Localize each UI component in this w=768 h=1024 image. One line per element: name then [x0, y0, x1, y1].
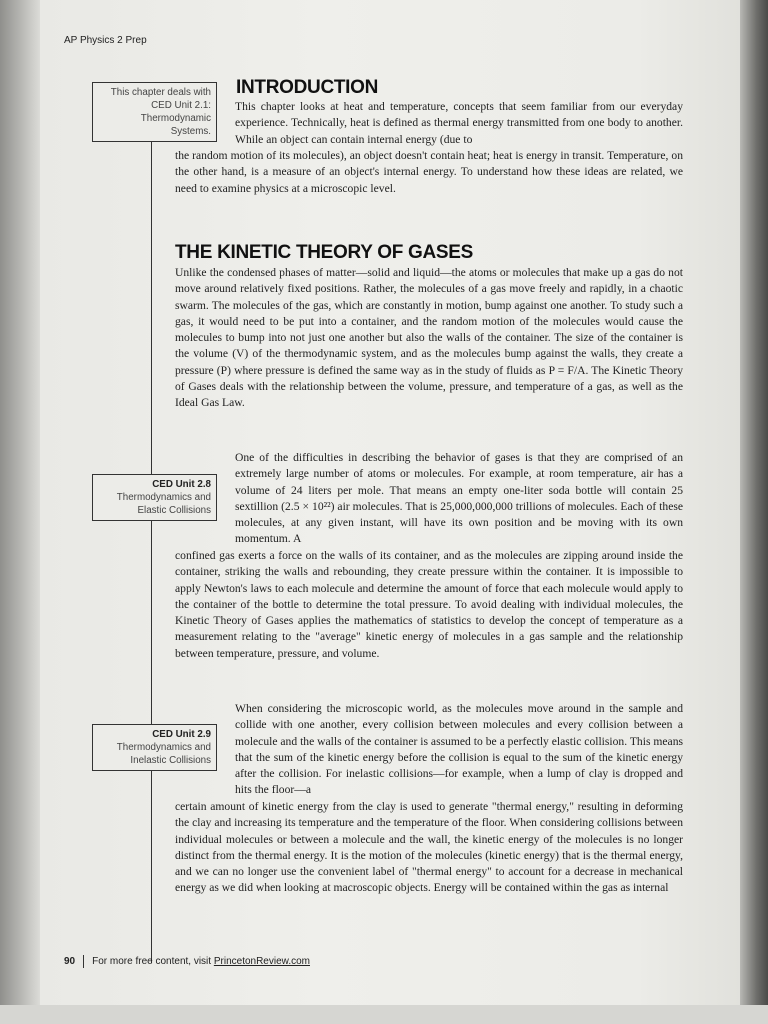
book-spine-shadow: [0, 0, 40, 1024]
section-heading-kinetic-theory: THE KINETIC THEORY OF GASES: [175, 242, 474, 263]
sidebar-line: Thermodynamics and: [116, 742, 211, 753]
sidebar-line: Thermodynamics and: [116, 492, 211, 503]
section-heading-introduction: INTRODUCTION: [236, 77, 379, 98]
sidebar-line: This chapter deals with: [110, 87, 211, 98]
intro-paragraph-indented: This chapter looks at heat and temperature, concepts that seem familiar from our everyday experience. Technically, heat is defined as thermal energy transmitted from one body to another. While an object can contain internal energy (due to: [235, 100, 683, 146]
running-head: AP Physics 2 Prep: [64, 35, 147, 46]
footer-link[interactable]: PrincetonReview.com: [213, 956, 310, 968]
sidebar-line: CED Unit 2.1:: [151, 100, 211, 111]
sidebar-note-unit-2-8: [92, 474, 217, 521]
sidebar-note-unit-2-9: [92, 724, 217, 771]
sidebar-timeline-line: [151, 98, 152, 963]
kinetic-paragraph-1: Unlike the condensed phases of matter—solid and liquid—the atoms or molecules that make up a gas do not move around relatively fixed positions. Rather, the molecules of a gas move freely and rapidly, in a chaotic swarm. The molecules of the gas, which are constantly in motion, bump against one another. To study such a gas, it would need to be put into a container, and the random motion of the molecules would cause the molecules to bump into not just one another but also the walls of the container. The size of the container is the volume (V) of the thermodynamic system, and as the molecules bump against the walls, they create a pressure (P) where pressure is defined the same way as in the study of fluids as P = F/A. The Kinetic Theory of Gases deals with the relationship between the volume, pressure, and temperature of a gas, as well as the Ideal Gas Law.: [175, 266, 683, 410]
page-bottom-margin: [0, 1005, 768, 1024]
page-edge-shadow: [740, 0, 768, 1024]
sidebar-line: Elastic Collisions: [137, 505, 211, 516]
kinetic-paragraph-3-indented: When considering the microscopic world, as the molecules move around in the sample and collide with one another, every collision between molecules and every collision between a molecule and the walls of the container is assumed to be a perfectly elastic collision. This means that the sum of the kinetic energy before the collision is equal to the sum of the kinetic energy after the collision. For inelastic collisions—for example, when a lump of clay is dropped and hits the floor—a: [235, 702, 683, 797]
footer-text: For more free content, visit: [92, 956, 214, 968]
kinetic-paragraph-3-continued: certain amount of kinetic energy from the clay is used to generate "thermal energy," resulting in deforming the clay and increasing its temperature and the temperature of the floor. When considering collisions between individual molecules or between a molecule and the wall, the kinetic energy of the molecules is no longer distinct from the thermal energy. It is the motion of the molecules (kinetic energy) that is the thermal energy, and we can no longer use the convenient label of "thermal energy" to account for a decrease in mechanical energy as we did when looking at macroscopic objects. Energy will be contained within the gas as internal: [175, 800, 683, 895]
kinetic-paragraph-2-continued: confined gas exerts a force on the walls of its container, and as the molecules are zipping around inside the container, striking the walls and rebounding, they create pressure within the container. It is impossible to apply Newton's laws to each molecule and determine the amount of force that each molecule would apply to the container of the bottle to determine the total pressure. To avoid dealing with individual molecules, the Kinetic Theory of Gases applies the mathematics of statistics to develop the concept of temperature as a measurement relating to the "average" kinetic energy of molecules in a gas sample and the relationship between temperature, pressure, and volume.: [175, 549, 683, 660]
sidebar-unit-label: CED Unit 2.8: [152, 479, 211, 490]
sidebar-note-unit-2-1: [92, 82, 217, 142]
intro-paragraph-continued: the random motion of its molecules), an object doesn't contain heat; heat is energy in transit. Temperature, on the other hand, is a measure of an object's internal energy. To understand how these ideas are related, we need to examine physics at a microscopic level.: [175, 149, 683, 195]
page-number: 90: [64, 956, 76, 968]
sidebar-unit-label: CED Unit 2.9: [152, 729, 211, 740]
footer-divider: [83, 955, 84, 968]
sidebar-line: Thermodynamic Systems.: [140, 113, 211, 137]
page-footer: [64, 955, 310, 968]
sidebar-line: Inelastic Collisions: [130, 755, 211, 766]
kinetic-paragraph-2-indented: One of the difficulties in describing the behavior of gases is that they are comprised of an extremely large number of atoms or molecules. For example, at room temperature, air has a volume of 24 liters per mole. That means an empty one-liter soda bottle will contain 25 sextillion (2.5 × 10²²) air molecules. That is 25,000,000,000 trillions of molecules. Each of these molecules, at any given instant, will have its own position and be moving with its own momentum. A: [235, 451, 683, 546]
